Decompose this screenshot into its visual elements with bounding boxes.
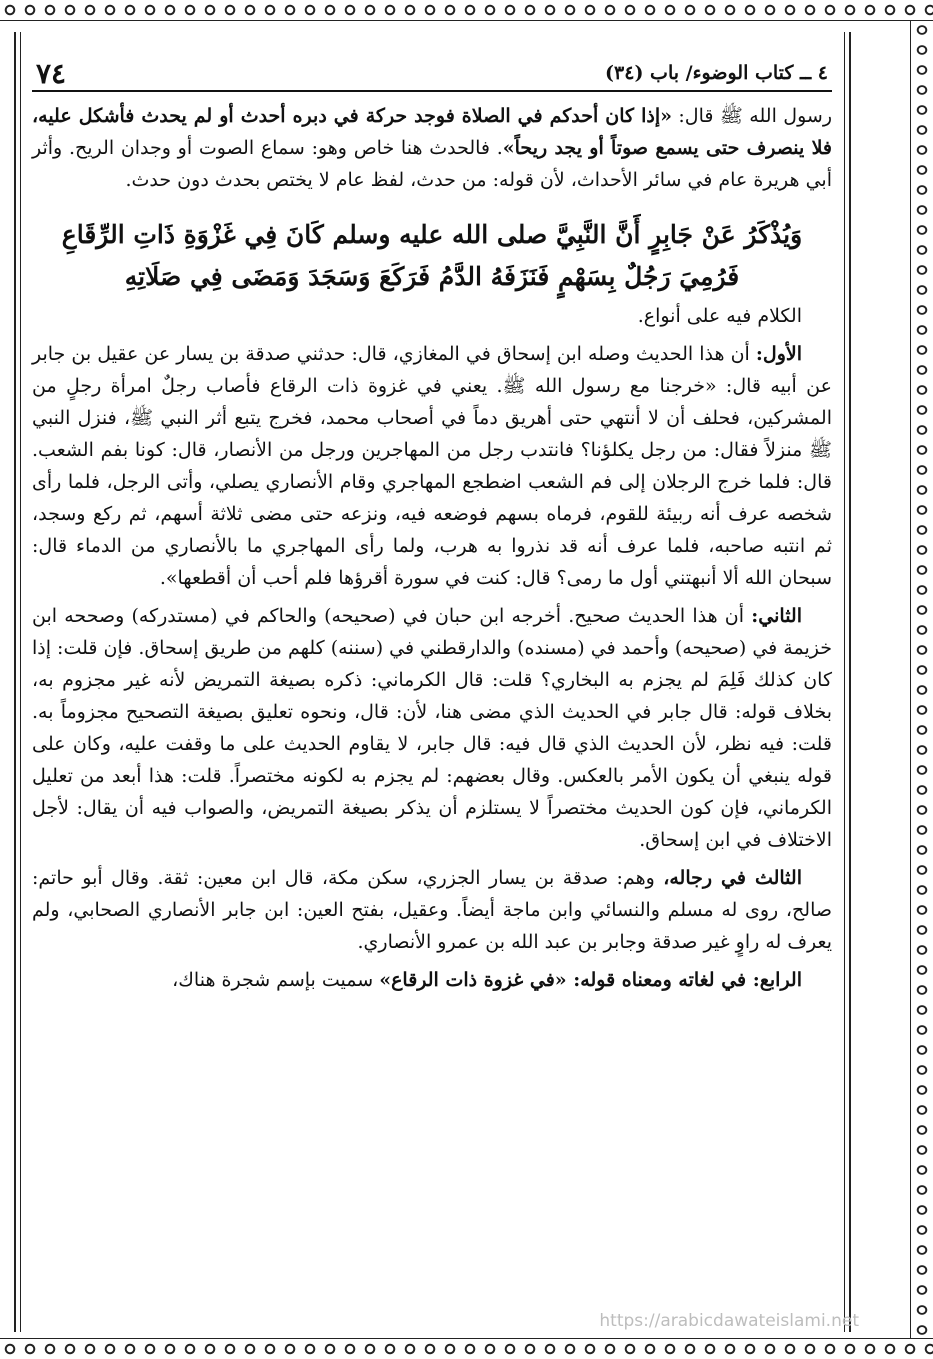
running-title: ٤ ــ كتاب الوضوء/ باب (٣٤) (605, 62, 828, 84)
intro-rest: . فالحدث هنا خاص وهو: سماع الصوت أو وجدان الريح. وأثر أبي هريرة عام في سائر الأحداث، لأن قوله: من حدث، لفظ عام لا يختص بحدث دون حدث. (32, 137, 832, 191)
page-header (32, 56, 832, 92)
intro-plain: رسول الله ﷺ قال: (671, 105, 832, 127)
section-text: وهم: صدقة بن يسار الجزري، سكن مكة، قال ابن معين: ثقة. وقال أبو حاتم: صالح، روى له مسلم والنسائي وابن ماجة أيضاً. وعقيل، بفتح العين: ابن جابر الأنصاري الصحابي، ولم يعرف له راوٍ غير صدقة وجابر بن عبد الله بن عمرو الأنصاري. (32, 867, 832, 953)
section-text: أن هذا الحديث صحيح. أخرجه ابن حبان في (صحيحه) والحاكم في (مستدركه) وصححه ابن خزيمة في (صحيحه) وأحمد في (مسنده) والدارقطني في (سننه) كلهم من طريق إسحاق. فإن قلت: إذا كان كذلك فَلِمَ لم يجزم به البخاري؟ قلت: قال الكرماني: ذكره بصيغة التمريض لأنه غير مجزوم به، بخلاف قوله: قال جابر في الحديث الذي مضى هنا، لأن: قال، ونحوه تعليق بصيغة التصحيح مجزوماً به. قلت: فيه نظر، لأن الحديث الذي قال فيه: قال جابر، لا يقاوم الحديث على ما وقفت عليه، وكان على قوله ينبغي أن يكون الأمر بالعكس. وقال بعضهم: لم يجزم به لكونه مختصراً. قلت: هذا أبعد من تعليل الكرماني، فإن كون الحديث مختصراً لا يستلزم أن يذكر بصيغة التمريض، والصواب فيه أن يقال: لأجل الاختلاف في ابن إسحاق. (32, 605, 832, 851)
page-body (32, 56, 832, 1326)
section-label: الثالث في رجاله، (663, 867, 802, 889)
section-text: أن هذا الحديث وصله ابن إسحاق في المغازي، قال: حدثني صدقة بن يسار عن عقيل بن جابر عن أبيه قال: «خرجنا مع رسول الله ﷺ. يعني في غزوة ذات الرقاع فأصاب رجلٌ امرأة رجلٍ من المشركين، فحلف أن لا أنتهي حتى أهريق دماً في أصحاب محمد، فخرج يتبع أثر النبي ﷺ، فنزل النبي ﷺ منزلاً فقال: من رجل يكلؤنا؟ فانتدب رجل من المهاجرين ورجل من الأنصار، قال: كونا بفم الشعب. قال: فلما خرج الرجلان إلى فم الشعب اضطجع المهاجري وقام الأنصاري يصلي، وأتى الرجل، فلما رأى شخصه عرف أنه ربيئة للقوم، فرماه بسهم فوضعه فيه، ونزعه حتى مضى ثلاثة أسهم، ثم ركع وسجد، ثم انتبه صاحبه، فلما عرف أنه قد نذروا به هرب، ولما رأى المهاجري ما بالأنصاري من الدماء قال: سبحان الله ألا أنبهتني أول ما رمى؟ قال: كنت في سورة أقرؤها فلم أحب أن أقطعها». (32, 343, 832, 589)
watermark-url: https://arabicdawateislami.net (599, 1311, 859, 1331)
section-label: الرابع: في لغاته ومعناه قوله: «في غزوة ذات الرقاع» (379, 969, 802, 991)
intro-bold-quote: «إذا كان أحدكم في الصلاة فوجد حركة في دبره أحدث أو لم يحدث فأشكل عليه، فلا ينصرف حتى يسمع صوتاً أو يجد ريحاً» (32, 105, 833, 159)
top-ornamental-border (0, 0, 933, 21)
page-number: ٧٤ (36, 56, 67, 90)
section-fourth (32, 964, 832, 996)
side-ornamental-border (910, 20, 933, 1339)
intro-line: الكلام فيه على أنواع. (637, 305, 802, 327)
intro-paragraph (32, 100, 832, 196)
section-label: الأول: (755, 343, 802, 365)
section-label: الثاني: (751, 605, 802, 627)
section-second (32, 600, 832, 856)
hadith-text: وَيُذْكَرُ عَنْ جَابِرٍ أَنَّ النَّبِيَّ صلى الله عليه وسلم كَانَ فِي غَزْوَةِ ذَاتِ الرِّقَاعِ فَرُمِيَ رَجُلٌ بِسَهْمٍ فَنَزَفَهُ الدَّمُ فَرَكَعَ وَسَجَدَ وَمَضَى فِي صَلَاتِهِ (61, 220, 803, 291)
bottom-ornamental-border (0, 1338, 933, 1359)
section-third (32, 862, 832, 958)
section-text: سميت بإسم شجرة هناك، (172, 969, 380, 991)
section-first (32, 338, 832, 594)
